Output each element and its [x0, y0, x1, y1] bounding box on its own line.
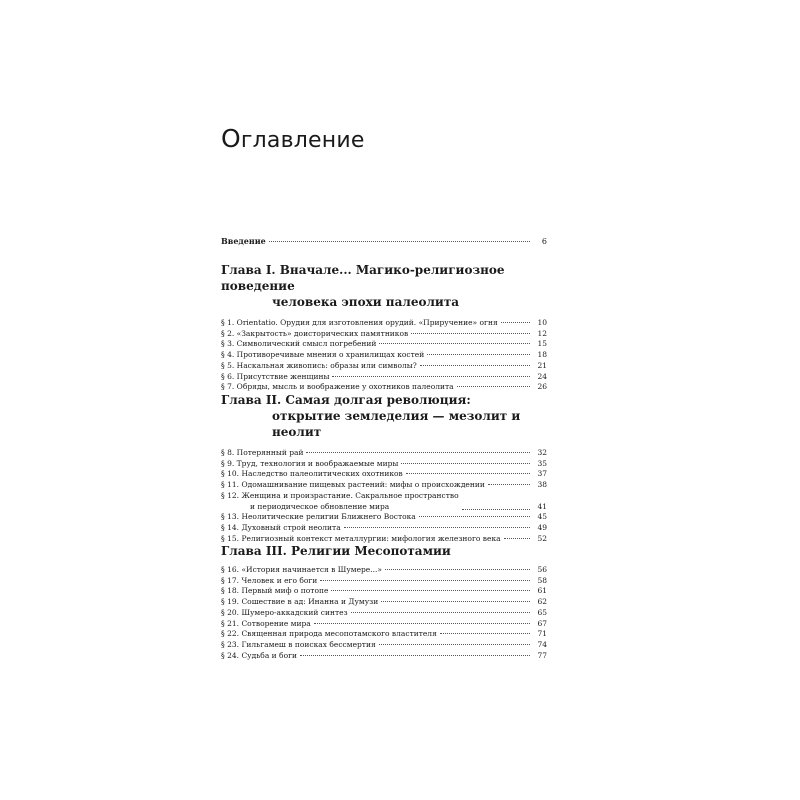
chapter-3: [221, 543, 551, 661]
toc-entry-page: 52: [537, 533, 547, 543]
toc-entry-text: § 15. Религиозный контекст металлургии: мифология железного века: [221, 533, 501, 543]
toc-entry-text: § 11. Одомашнивание пищевых растений: мифы о происхождении: [221, 480, 485, 490]
toc-entry-page: 15: [537, 339, 547, 349]
toc-entry[interactable]: [221, 339, 547, 350]
toc-entry-page: 21: [537, 360, 547, 370]
chapter-3-heading[interactable]: [221, 543, 551, 559]
dot-leader: [331, 590, 530, 591]
toc-entry-page: 65: [537, 607, 547, 617]
dot-leader: [427, 354, 530, 355]
page-title-initial: О: [221, 124, 241, 153]
dot-leader: [462, 509, 530, 510]
dot-leader: [306, 452, 530, 453]
toc-entry-page: 12: [537, 328, 547, 338]
dot-leader: [501, 322, 530, 323]
toc-entry[interactable]: [221, 318, 547, 329]
toc-entry-page: 56: [537, 565, 547, 574]
toc-entry-text: § 22. Священная природа месопотамского властителя: [221, 629, 437, 639]
toc-entry[interactable]: [221, 361, 547, 372]
toc-entry-page: 61: [537, 586, 547, 596]
toc-intro-row[interactable]: [221, 236, 547, 247]
toc-entry-text: § 16. «История начинается в Шумере...»: [221, 565, 382, 574]
toc-entry-text: § 20. Шумеро-аккадский синтез: [221, 607, 348, 617]
chapter-1-title-line1: Глава I. Вначале... Магико-религиозное поведение: [221, 263, 505, 293]
toc-entry[interactable]: [221, 640, 547, 651]
dot-leader: [457, 386, 530, 387]
dot-leader: [344, 527, 530, 528]
toc-entry-text: § 17. Человек и его боги: [221, 575, 318, 585]
toc-entry-text: § 4. Противоречивые мнения о хранилищах костей: [221, 350, 425, 360]
toc-entry-page: 62: [537, 597, 547, 607]
chapter-2-heading[interactable]: [221, 392, 551, 440]
toc-entry-page: 10: [537, 318, 547, 327]
chapter-1-heading[interactable]: [221, 262, 551, 310]
toc-entry-text: § 12. Женщина и произрастание. Сакральное пространство и периодическое обновление мира: [221, 490, 459, 511]
dot-leader: [504, 538, 530, 539]
toc-entry[interactable]: [221, 586, 547, 597]
chapter-2: [221, 392, 551, 544]
dot-leader: [381, 601, 530, 602]
toc-entry[interactable]: [221, 459, 547, 470]
toc-entry-page: 37: [537, 469, 547, 479]
toc-entry-text: § 1. Orientatio. Орудия для изготовления орудий. «Приручение» огня: [221, 318, 498, 327]
toc-entry-text: § 23. Гильгамеш в поисках бессмертия: [221, 639, 376, 649]
toc-entry-text: § 6. Присутствие женщины: [221, 371, 330, 381]
toc-entry-text: § 9. Труд, технология и воображаемые миры: [221, 458, 399, 468]
toc-entry-page: 49: [537, 522, 547, 532]
toc-entry-page: 67: [537, 618, 547, 628]
toc-entry[interactable]: [221, 329, 547, 340]
chapter-1-title-line2: человека эпохи палеолита: [272, 295, 460, 309]
toc-entry-text: § 5. Наскальная живопись: образы или символы?: [221, 360, 417, 370]
toc-entry[interactable]: [221, 491, 547, 512]
toc-entry-text: § 21. Сотворение мира: [221, 618, 311, 628]
toc-entry[interactable]: [221, 480, 547, 491]
dot-leader: [385, 569, 530, 570]
chapter-1: [221, 262, 551, 393]
toc-entry-text: § 19. Сошествие в ад: Инанна и Думузи: [221, 597, 379, 607]
toc-entry[interactable]: [221, 597, 547, 608]
toc-entry-text: § 2. «Закрытость» доисторических памятников: [221, 328, 409, 338]
toc-entry[interactable]: [221, 372, 547, 383]
dot-leader: [314, 623, 530, 624]
toc-entry-text: § 3. Символический смысл погребений: [221, 339, 377, 349]
toc-entry-page: 26: [537, 382, 547, 392]
toc-entry[interactable]: [221, 512, 547, 523]
toc-entry-text: § 7. Обряды, мысль и воображение у охотников палеолита: [221, 382, 454, 392]
toc-entry-text: § 18. Первый миф о потопе: [221, 586, 329, 596]
toc-entry-page: 24: [537, 371, 547, 381]
toc-entry-page: 74: [537, 639, 547, 649]
chapter-3-entries: [221, 565, 551, 661]
toc-entry-text-continued: и периодическое обновление мира: [250, 501, 390, 511]
chapter-1-entries: [221, 318, 551, 393]
toc-entry-page: 38: [537, 480, 547, 490]
toc-entry-page: 35: [537, 458, 547, 468]
dot-leader: [488, 484, 530, 485]
toc-entry[interactable]: [221, 629, 547, 640]
toc-entry-text: § 24. Судьба и боги: [221, 650, 298, 660]
toc-entry[interactable]: [221, 565, 547, 576]
toc-entry-page: 71: [537, 629, 547, 639]
toc-entry[interactable]: [221, 651, 547, 662]
dot-leader: [379, 343, 530, 344]
toc-entry[interactable]: [221, 350, 547, 361]
chapter-2-title-line2: открытие земледелия — мезолит и неолит: [272, 409, 521, 439]
toc-entry[interactable]: [221, 608, 547, 619]
dot-leader: [411, 333, 530, 334]
toc-entry[interactable]: [221, 448, 547, 459]
toc-entry-text: § 10. Наследство палеолитических охотников: [221, 469, 403, 479]
page-title: [221, 124, 365, 153]
toc-entry[interactable]: [221, 523, 547, 534]
toc-entry-page: 41: [537, 501, 547, 511]
toc-intro-page: 6: [541, 237, 547, 246]
toc-entry-page: 58: [537, 575, 547, 585]
dot-leader: [419, 516, 530, 517]
toc-entry-page: 45: [537, 512, 547, 522]
dot-leader: [269, 241, 530, 242]
chapter-2-title-line1: Глава II. Самая долгая революция:: [221, 393, 471, 407]
dot-leader: [440, 633, 530, 634]
dot-leader: [351, 612, 530, 613]
dot-leader: [320, 580, 530, 581]
toc-entry[interactable]: [221, 469, 547, 480]
toc-entry-text: § 8. Потерянный рай: [221, 448, 304, 457]
dot-leader: [379, 644, 530, 645]
dot-leader: [420, 365, 530, 366]
dot-leader: [406, 473, 530, 474]
dot-leader: [332, 376, 530, 377]
toc-entry-text: § 13. Неолитические религии Ближнего Востока: [221, 512, 416, 522]
chapter-2-entries: [221, 448, 551, 544]
toc-entry[interactable]: [221, 619, 547, 630]
toc-entry-page: 32: [537, 448, 547, 457]
toc-intro-label: Введение: [221, 236, 266, 246]
chapter-3-title-line1: Глава III. Религии Месопотамии: [221, 544, 451, 558]
dot-leader: [401, 463, 530, 464]
page-title-rest: главление: [240, 128, 365, 153]
toc-entry[interactable]: [221, 576, 547, 587]
toc-entry-text: § 14. Духовный строй неолита: [221, 522, 341, 532]
toc-entry-page: 18: [537, 350, 547, 360]
toc-entry-page: 77: [537, 650, 547, 660]
dot-leader: [300, 655, 530, 656]
